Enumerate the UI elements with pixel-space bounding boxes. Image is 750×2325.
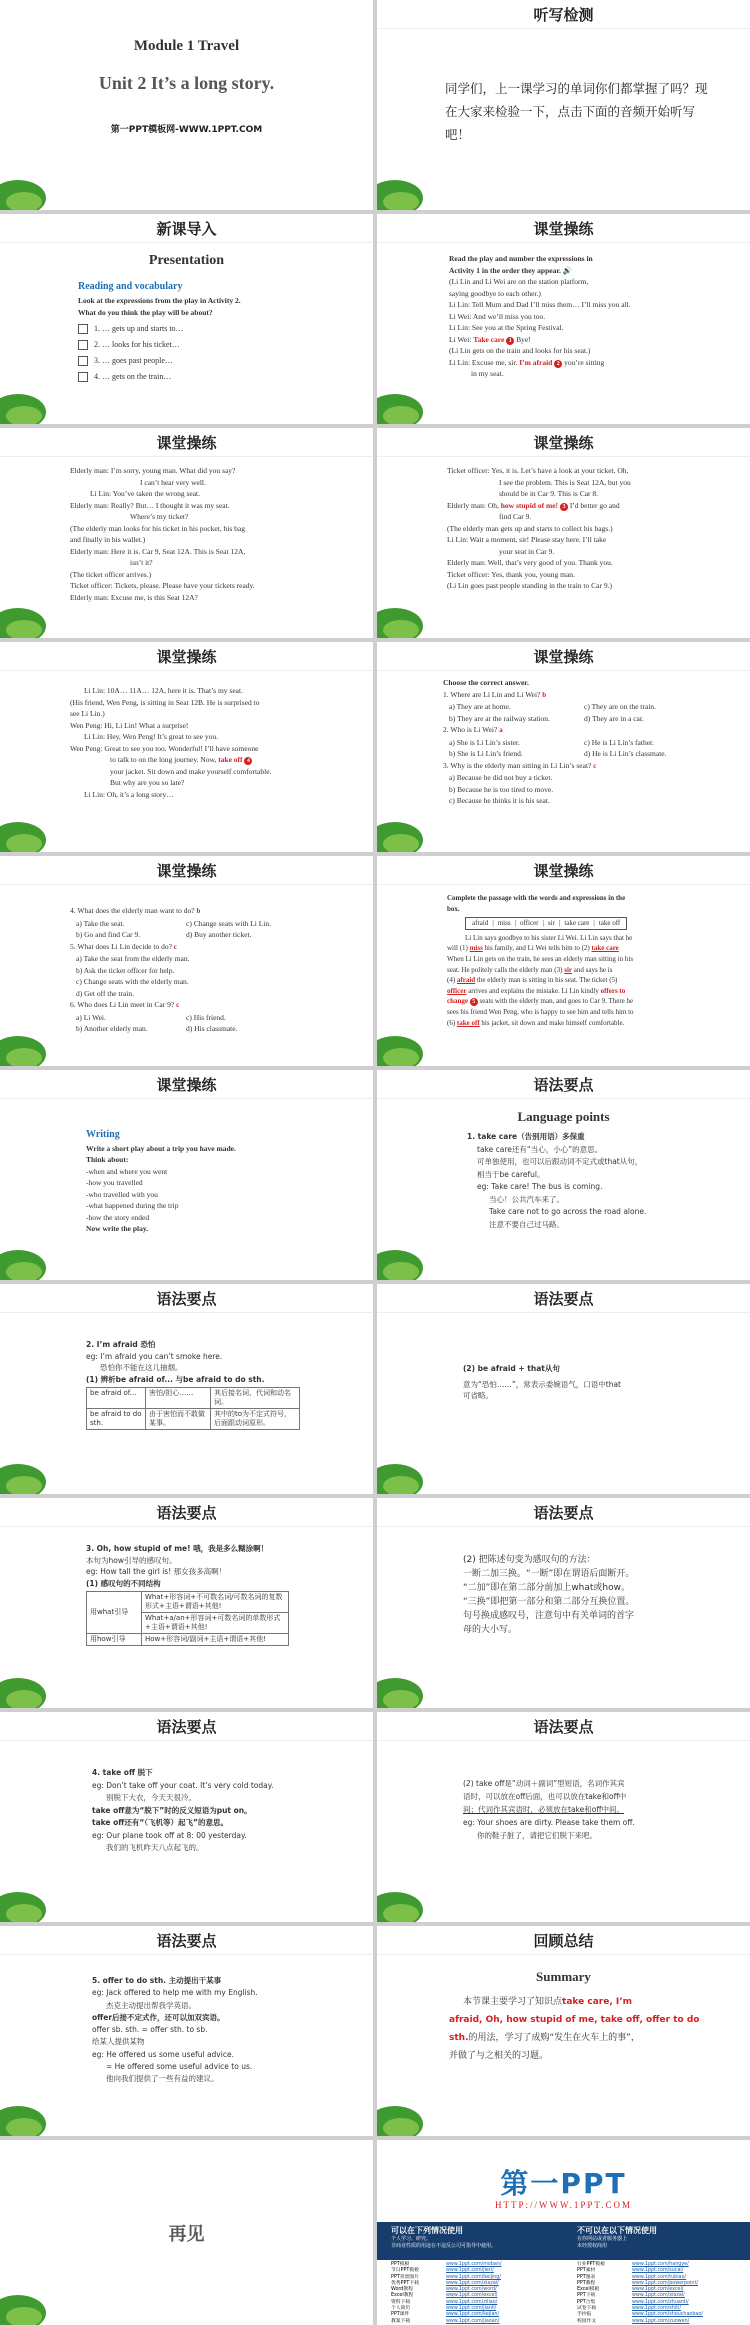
example: eg: Don’t take off your coat. It’s very cold today. bbox=[92, 1780, 274, 1790]
can-use-heading: 可以在下列情况使用 bbox=[391, 2226, 463, 2235]
list-item: -how you travelled bbox=[86, 1178, 143, 1187]
question: 4. What does the elderly man want to do? b bbox=[70, 906, 201, 915]
play-line: But why are you so late? bbox=[110, 778, 185, 787]
link-label: Excel教程 bbox=[391, 2293, 414, 2299]
blank-answer: afraid bbox=[456, 976, 476, 985]
link-label: PPT教程 bbox=[577, 2280, 596, 2286]
slide-header: 课堂操练 bbox=[377, 214, 750, 243]
play-line: (Li Lin gets on the train and looks for his seat.) bbox=[449, 346, 591, 355]
point-text: offer后接不定式作，还可以加双宾语。 bbox=[92, 2012, 225, 2022]
link-label: 手抄报 bbox=[577, 2312, 592, 2318]
slide-15 bbox=[0, 1498, 373, 1708]
play-line: I see the problem. This is Seat 12A, but you bbox=[499, 477, 631, 487]
example: = He offered some useful advice to us. bbox=[106, 2062, 253, 2072]
play-line: Li Lin: 10A… 11A… 12A, here it is. That’s my seat. bbox=[84, 686, 243, 695]
example: Take care not to go across the road alone. bbox=[489, 1207, 647, 1216]
link-label: PPT素材 bbox=[577, 2268, 596, 2274]
play-line: see Li Lin.) bbox=[70, 709, 105, 718]
goodbye-text: 再见 bbox=[168, 2224, 205, 2245]
leaf-icon bbox=[0, 1870, 58, 1922]
play-line: and finally in his wallet.) bbox=[70, 535, 146, 544]
list-item[interactable]: 1. … gets up and starts to… bbox=[78, 323, 361, 335]
slide-header: 回顾总结 bbox=[377, 1926, 750, 1955]
exclamation-table bbox=[86, 1591, 289, 1646]
slide-title: Summary bbox=[536, 1969, 591, 1984]
play-line: Li Lin: Tell Mum and Dad I’ll miss them… I’ll miss you all. bbox=[449, 300, 631, 309]
list-item[interactable]: 3. … goes past people… bbox=[78, 355, 361, 367]
play-line: isn’t it? bbox=[130, 558, 153, 567]
leaf-icon bbox=[377, 372, 435, 424]
answer-mark: c bbox=[173, 942, 177, 951]
play-line: Wen Peng: Great to see you too. Wonderful! I’ll have someone bbox=[70, 743, 259, 753]
link-url[interactable]: www.1ppt.com/moban/ bbox=[446, 2262, 502, 2267]
option-row: b) She is Li Lin’s friend. d) He is Li Lin’s classmate. bbox=[449, 749, 667, 758]
play-line: I can’t hear very well. bbox=[140, 477, 206, 487]
leaf-icon bbox=[377, 1442, 435, 1494]
play-line: Li Wei: Take care 1 Bye! bbox=[449, 334, 531, 344]
slide-header: 语法要点 bbox=[0, 1284, 373, 1313]
slide-21 bbox=[0, 2140, 373, 2325]
option-row: a) Li Wei. c) His friend. bbox=[76, 1012, 226, 1022]
slide-12 bbox=[377, 1070, 750, 1280]
play-line: (Li Lin goes past people standing in the train to Car 9.) bbox=[447, 581, 612, 590]
passage-line: When Li Lin gets on the train, he sees an elderly man sitting in his bbox=[447, 954, 634, 963]
question: 3. Why is the elderly man sitting in Li Lin’s seat? c bbox=[443, 760, 597, 770]
answer-mark: c bbox=[176, 1001, 180, 1009]
slide-14 bbox=[377, 1284, 750, 1494]
instruction: Choose the correct answer. bbox=[443, 678, 529, 687]
slide-11 bbox=[0, 1070, 373, 1280]
example: 别脱下大衣，今天天很冷。 bbox=[106, 1793, 196, 1802]
play-line: Elderly man: Really? But… I thought it was my seat. bbox=[70, 500, 230, 510]
comparison-table bbox=[86, 1387, 300, 1430]
blank-answer: officer bbox=[447, 986, 467, 995]
number-badge: 4 bbox=[244, 757, 252, 765]
instruction: Activity 1 in the order they appear. 🔊 bbox=[449, 265, 573, 275]
presentation-title: Presentation bbox=[148, 253, 225, 268]
link-url[interactable]: www.1ppt.com/jianli/ bbox=[446, 2306, 497, 2312]
summary-line: 本节课主要学习了知识点take care, I’m bbox=[463, 1997, 633, 2007]
slide-5 bbox=[0, 428, 373, 638]
slide-18 bbox=[377, 1712, 750, 1922]
option[interactable]: a) Take the seat from the elderly man. bbox=[76, 954, 190, 963]
point-heading: 4. take off 脱下 bbox=[92, 1768, 153, 1777]
info-panel: 可以在下列情况使用 个人学习、研究。 非商业性质的用途在不违反公司可指导中使用。 不可以在以下情况使用 在你网站或者服务器上 未经授权商用 PPT模板 www.1ppt.com/moban/ 节日PPT模板 www.1ppt.com/jieri/ PPT背景图片 www.1ppt.com/beijing/ 优秀PPT下载 www.1ppt.com/xiazai/ Word教程 www.1ppt.com/word/ Excel教程 www.1ppt.com/excel/ 资料下载 www.1ppt.com/ziliao/ 个人简历 www.1ppt.com/jianli/ PPT课件 www.1ppt.com/kejian/ 教案下载 www.1ppt.com/jiaoan/ 行业PPT模板 www.1ppt.com/hangye/ PPT素材 www.1ppt.com/sucai/ PPT图表 www.1ppt.com/tubiao/ PPT教程 www.1ppt.com/powerpoint/ Excel模板 www.1ppt.com/excel/ PPT下载 www.1ppt.com/xiazai/ PPT合集 www.1ppt.com/zhuanti/ 试卷下载 www.1ppt.com/shiti/ 手抄报 www.1ppt.com/shouchaobao/ 校园作文 www.1ppt.com/zuowen/ bbox=[377, 2222, 750, 2325]
question: 2. Who is Li Wei? a bbox=[443, 725, 503, 734]
play-line: (The elderly man gets up and starts to collect his bags.) bbox=[447, 523, 613, 533]
point-heading: (1) 感叹句的不同结构 bbox=[86, 1578, 161, 1588]
leaf-icon bbox=[0, 2084, 58, 2136]
answer-mark: b bbox=[196, 907, 201, 915]
list-item: -when and where you went bbox=[86, 1166, 168, 1176]
point-heading: 3. Oh, how stupid of me! 哦，我是多么糊涂啊！ bbox=[86, 1544, 269, 1553]
point-text: 句号换成感叹号，注意句中有关单词的首字 bbox=[463, 1611, 635, 1621]
highlight-stupid: how stupid of me! bbox=[500, 500, 559, 510]
slide-2 bbox=[377, 0, 750, 210]
links-right bbox=[563, 2262, 750, 2325]
option[interactable]: c) Change seats with the elderly man. bbox=[76, 977, 189, 986]
point-heading: 2. I’m afraid 恐怕 bbox=[86, 1340, 156, 1349]
instruction: Write a short play about a trip you have made. bbox=[86, 1143, 236, 1153]
blank-answer: sir bbox=[564, 965, 572, 974]
link-url[interactable]: www.1ppt.com/hangye/ bbox=[632, 2262, 689, 2267]
option-row: a) They are at home. c) They are on the train. bbox=[449, 702, 656, 711]
link-label: PPT图表 bbox=[577, 2274, 596, 2280]
slide-header: 课堂操练 bbox=[377, 642, 750, 671]
slide-8 bbox=[377, 642, 750, 852]
slide-22 bbox=[377, 2140, 750, 2325]
link-url[interactable]: www.1ppt.com/sucai/ bbox=[632, 2268, 684, 2274]
leaf-icon bbox=[0, 2273, 58, 2325]
summary-line: afraid, Oh, how stupid of me, take off, offer to do bbox=[449, 2015, 700, 2025]
option[interactable]: b) Because he is too tired to move. bbox=[449, 784, 554, 794]
link-label: PPT下载 bbox=[577, 2293, 596, 2299]
site-url[interactable]: HTTP://WWW.1PPT.COM bbox=[494, 2200, 632, 2210]
point-text: 间；代词作其宾语时，必须放在take和off中间。 bbox=[463, 1805, 624, 1814]
slide-header: 课堂操练 bbox=[0, 856, 373, 885]
table-row: What+a/an+形容词+可数名词的单数形式+主语+谓语+其他! bbox=[87, 1613, 289, 1634]
question: 6. Who does Li Lin meet in Car 9? c bbox=[70, 1000, 180, 1009]
summary-line: 并做了与之相关的习题。 bbox=[449, 2051, 549, 2061]
instruction: Complete the passage with the words and expressions in the bbox=[447, 894, 626, 902]
slide-header: 语法要点 bbox=[377, 1712, 750, 1741]
example: 我们的飞机昨天八点起飞的。 bbox=[106, 1843, 204, 1852]
slide-header: 语法要点 bbox=[377, 1284, 750, 1313]
link-url[interactable]: www.1ppt.com/powerpoint/ bbox=[632, 2280, 698, 2286]
module-title: Module 1 Travel bbox=[133, 38, 240, 54]
number-badge: 5 bbox=[470, 998, 478, 1006]
play-line: should be in Car 9. This is Car 8. bbox=[499, 489, 599, 498]
slide-4 bbox=[377, 214, 750, 424]
expression-list bbox=[78, 323, 361, 383]
leaf-icon bbox=[0, 586, 58, 638]
answer-mark: b bbox=[542, 690, 547, 699]
slide-19 bbox=[0, 1926, 373, 2136]
point-text: 可单独使用，也可以后跟动词不定式或that从句， bbox=[477, 1157, 643, 1166]
blank-answer: miss bbox=[469, 944, 483, 953]
point-text: 语时，可以放在off后面，也可以放在take和off中 bbox=[463, 1792, 627, 1801]
option[interactable]: d) Get off the train. bbox=[76, 988, 134, 998]
play-line: Ticket officer: Tickets, please. Please have your tickets ready. bbox=[70, 581, 255, 590]
leaf-icon bbox=[0, 1228, 58, 1280]
table-row: 用how引导 How+形容词/副词+主语+谓语+其他! bbox=[87, 1634, 289, 1646]
link-label: Word教程 bbox=[391, 2287, 413, 2293]
point-heading: (2) 把陈述句变为感叹句的方法： bbox=[463, 1555, 596, 1565]
slide-header: 语法要点 bbox=[377, 1498, 750, 1527]
passage-line: (6) take off his jacket, sit down and make himself comfortable. bbox=[447, 1018, 625, 1027]
link-url[interactable]: www.1ppt.com/shiti/ bbox=[632, 2306, 681, 2312]
passage-line: change 5 seats with the elderly man, and goes to Car 9. There he bbox=[447, 997, 634, 1006]
link-url[interactable]: www.1ppt.com/ziliao/ bbox=[446, 2299, 498, 2305]
point-text: take off意为“脱下”时的反义短语为put on。 bbox=[92, 1805, 252, 1815]
slide-header: 语法要点 bbox=[377, 1070, 750, 1099]
example: 你的鞋子脏了，请把它们脱下来吧。 bbox=[477, 1831, 597, 1840]
point-text: “三换”即把第一部分和第二部分互换位置。 bbox=[463, 1597, 635, 1607]
play-line: Where’s my ticket? bbox=[130, 512, 189, 521]
table-row: be afraid of... 害怕/担心…… 其后接名词、代词和动名词。 bbox=[87, 1388, 300, 1409]
play-line: your seat in Car 9. bbox=[499, 546, 555, 556]
link-label: 优秀PPT下载 bbox=[391, 2280, 419, 2286]
leaf-icon bbox=[0, 158, 58, 210]
point-text: “二加”即在第二部分前加上what或how。 bbox=[463, 1583, 631, 1593]
leaf-icon bbox=[0, 1442, 58, 1494]
checkbox[interactable] bbox=[78, 372, 88, 382]
speaker-icon[interactable]: 🔊 bbox=[562, 265, 573, 275]
leaf-icon bbox=[377, 1656, 435, 1708]
point-text: 相当于be careful。 bbox=[477, 1169, 545, 1179]
link-row bbox=[577, 2319, 750, 2325]
question: 5. What does Li Lin decide to do? c bbox=[70, 941, 177, 951]
number-badge: 1 bbox=[506, 337, 514, 345]
section-heading: Writing bbox=[86, 1129, 120, 1140]
slide-13 bbox=[0, 1284, 373, 1494]
example: eg: How tall the girl is! 那女孩多高啊！ bbox=[86, 1567, 227, 1576]
link-label: Excel模板 bbox=[577, 2287, 600, 2293]
slide-header: 课堂操练 bbox=[377, 856, 750, 885]
instruction: box. bbox=[447, 904, 460, 913]
answer-mark: c bbox=[593, 761, 597, 770]
list-item: -how the story ended bbox=[86, 1212, 150, 1222]
play-line: Wen Peng: Hi, Li Lin! What a surprise! bbox=[70, 720, 189, 730]
passage-line: officer arrives and explains the mistake. Li Lin kindly offers to bbox=[447, 986, 626, 995]
link-label: 节日PPT模板 bbox=[391, 2268, 419, 2274]
leaf-icon bbox=[377, 1870, 435, 1922]
option-row: b) Another elderly man. d) His classmate. bbox=[76, 1024, 238, 1033]
example: 恐怕你不能在这儿抽烟。 bbox=[100, 1363, 183, 1372]
list-item[interactable]: 2. … looks for his ticket… bbox=[78, 339, 361, 351]
play-line: Elderly man: I’m sorry, young man. What did you say? bbox=[70, 466, 236, 475]
play-line: in my seat. bbox=[471, 369, 504, 378]
list-item: -what happened during the trip bbox=[86, 1201, 179, 1210]
play-line: find Car 9. bbox=[499, 512, 532, 521]
slide-header: 课堂操练 bbox=[0, 1070, 373, 1099]
link-label: PPT背景图片 bbox=[391, 2274, 419, 2280]
example: 当心！公共汽车来了。 bbox=[489, 1194, 564, 1204]
example: eg: I’m afraid you can’t smoke here. bbox=[86, 1351, 223, 1361]
passage-line: seat. He politely calls the elderly man (3) sir and says he is bbox=[447, 965, 613, 974]
example: eg: Jack offered to help me with my English. bbox=[92, 1988, 258, 1998]
link-url[interactable]: www.1ppt.com/xiazai/ bbox=[446, 2280, 499, 2286]
play-line: saying goodbye to each other.) bbox=[449, 288, 541, 298]
play-line: Elderly man: Oh, how stupid of me! 3 I’d better go and bbox=[447, 500, 620, 510]
instruction: Read the play and number the expressions in bbox=[449, 254, 593, 263]
instruction: Think about: bbox=[86, 1155, 129, 1164]
leaf-icon bbox=[0, 372, 58, 424]
brand-text: 第一PPT模板网-WWW.1PPT.COM bbox=[110, 125, 263, 135]
slide-header: 新课导入 bbox=[0, 214, 373, 243]
link-url[interactable]: www.1ppt.com/zhuanti/ bbox=[632, 2299, 689, 2305]
highlight-take-off: take off bbox=[218, 755, 243, 764]
list-item: -who travelled with you bbox=[86, 1189, 158, 1199]
link-label: 资料下载 bbox=[391, 2299, 411, 2305]
checkbox[interactable] bbox=[78, 356, 88, 366]
blank-answer: take care bbox=[591, 944, 619, 953]
example: 注意不要自己过马路。 bbox=[489, 1219, 564, 1229]
list-item[interactable]: 4. … gets on the train… bbox=[78, 371, 361, 383]
option[interactable]: c) Because he thinks it is his seat. bbox=[449, 796, 550, 805]
section-heading: Reading and vocabulary bbox=[78, 281, 183, 292]
slide-16 bbox=[377, 1498, 750, 1708]
unit-title: Unit 2 It’s a long story. bbox=[98, 73, 275, 93]
passage-line: (4) afraid the elderly man is sitting in his seat. The ticket (5) bbox=[447, 976, 618, 985]
slide-7 bbox=[0, 642, 373, 852]
slide-title: Language points bbox=[517, 1109, 610, 1124]
example: eg: He offered us some useful advice. bbox=[92, 2049, 234, 2059]
blank-answer: take off bbox=[456, 1018, 480, 1027]
play-line: Li Lin: Wait a moment, sir! Please stay here. I’ll take bbox=[447, 535, 607, 544]
summary-line: sth.的用法，学习了成购“发生在火车上的事”， bbox=[449, 2033, 640, 2043]
example: eg: Your shoes are dirty. Please take them off. bbox=[463, 1818, 635, 1827]
example: eg: Our plane took off at 8: 00 yesterday. bbox=[92, 1830, 247, 1840]
play-line: Li Lin: Excuse me, sir. I’m afraid 2 you’re sitting bbox=[449, 357, 605, 367]
link-url[interactable]: www.1ppt.com/xiazai/ bbox=[632, 2293, 685, 2299]
play-line: Elderly man: Here it is. Car 9, Seat 12A. This is Seat 12A, bbox=[70, 546, 246, 556]
leaf-icon bbox=[377, 800, 435, 852]
point-text: (2) take off是“动词＋副词”型短语，名词作其宾 bbox=[463, 1779, 625, 1788]
passage-line: Li Lin says goodbye to his sister Li Wei. Li Lin says that he bbox=[465, 933, 633, 942]
point-text: 母的大小写。 bbox=[463, 1625, 518, 1635]
play-line: Li Lin: Oh, it’s a long story… bbox=[84, 789, 174, 799]
slide-header: 课堂操练 bbox=[0, 642, 373, 671]
option-row: a) Take the seat. c) Change seats with Li Lin. bbox=[76, 918, 271, 928]
links-left bbox=[377, 2262, 563, 2325]
highlight-take-care: Take care bbox=[473, 334, 505, 344]
leaf-icon bbox=[377, 1228, 435, 1280]
checkbox[interactable] bbox=[78, 340, 88, 350]
play-line: Li Lin: See you at the Spring Festival. bbox=[449, 323, 564, 332]
dictation-text: 同学们，上一课学习的单词你们都掌握了吗？现在大家来检验一下，点击下面的音频开始听写吧！ bbox=[445, 81, 708, 142]
point-text: 一断二加三换。“一断”即在谓语后面断开。 bbox=[463, 1569, 635, 1579]
play-line: (The elderly man looks for his ticket in his pocket, his bag bbox=[70, 523, 245, 533]
cannot-use-heading: 不可以在以下情况使用 bbox=[577, 2226, 657, 2235]
leaf-icon bbox=[377, 1014, 435, 1066]
leaf-icon bbox=[377, 158, 435, 210]
link-label: 校园作文 bbox=[577, 2318, 597, 2324]
slide-header: 语法要点 bbox=[0, 1926, 373, 1955]
link-label: 试卷下载 bbox=[577, 2306, 597, 2312]
slide-9 bbox=[0, 856, 373, 1066]
instruction: Look at the expressions from the play in Activity 2. bbox=[78, 296, 241, 305]
slide-header: 课堂操练 bbox=[377, 428, 750, 457]
point-heading: (2) be afraid + that从句 bbox=[463, 1364, 560, 1373]
link-url[interactable]: www.1ppt.com/zuowen/ bbox=[632, 2318, 690, 2324]
link-row bbox=[391, 2319, 563, 2325]
link-url[interactable]: www.1ppt.com/beijing/ bbox=[446, 2274, 501, 2280]
instruction: Now write the play. bbox=[86, 1224, 149, 1233]
answer-mark: a bbox=[499, 726, 503, 734]
table-row: 用what引导 What+形容词+不可数名词/可数名词的复数形式+主语+谓语+其他! bbox=[87, 1592, 289, 1613]
option-row: b) Go and find Car 9. d) Buy another ticket. bbox=[76, 930, 252, 939]
link-label: 个人简历 bbox=[391, 2306, 411, 2312]
slide-17 bbox=[0, 1712, 373, 1922]
option-row: b) They are at the railway station. d) They are in a car. bbox=[449, 713, 644, 723]
leaf-icon bbox=[0, 800, 58, 852]
slide-header: 课堂操练 bbox=[0, 428, 373, 457]
play-line: Ticket officer: Yes, thank you, young man. bbox=[447, 569, 575, 579]
instruction: What do you think the play will be about? bbox=[78, 308, 213, 317]
point-text: 给某人提供某物 bbox=[92, 2037, 145, 2047]
leaf-icon bbox=[377, 2084, 435, 2136]
option[interactable]: a) Because he did not buy a ticket. bbox=[449, 773, 553, 782]
link-label: PPT模板 bbox=[391, 2262, 410, 2267]
slide-6 bbox=[377, 428, 750, 638]
link-url[interactable]: www.1ppt.com/shouchaobao/ bbox=[632, 2312, 703, 2318]
checkbox[interactable] bbox=[78, 324, 88, 334]
point-heading: 5. offer to do sth. 主动提出干某事 bbox=[92, 1976, 222, 1985]
play-line: Li Wei: And we’ll miss you too. bbox=[449, 311, 546, 321]
question: 1. Where are Li Lin and Li Wei? b bbox=[443, 689, 547, 699]
point-heading: 1. take care（告别用语）多保重 bbox=[467, 1132, 585, 1141]
link-url[interactable]: www.1ppt.com/tubiao/ bbox=[632, 2274, 687, 2280]
link-url[interactable]: www.1ppt.com/excel/ bbox=[446, 2293, 498, 2299]
play-line: to talk to on the long journey. Now, take off 4 bbox=[70, 754, 361, 766]
leaf-icon bbox=[0, 1014, 58, 1066]
link-label: 教案下载 bbox=[391, 2318, 411, 2324]
point-text: offer sb. sth. = offer sth. to sb. bbox=[92, 2025, 208, 2035]
word-box: afraid | miss | officer | sir | take care | take off bbox=[465, 917, 627, 930]
point-text: take care还有“当心，小心”的意思。 bbox=[477, 1144, 603, 1154]
point-text: 本句为how引导的感叹句。 bbox=[86, 1555, 177, 1565]
play-line: Li Lin: Hey, Wen Peng! It’s great to see you. bbox=[84, 732, 218, 741]
example: eg: Take care! The bus is coming. bbox=[477, 1182, 603, 1191]
link-url[interactable]: www.1ppt.com/word/ bbox=[446, 2287, 497, 2293]
play-line: your jacket. Sit down and make yourself comfortable. bbox=[110, 766, 272, 776]
link-url[interactable]: www.1ppt.com/jiaoan/ bbox=[446, 2318, 500, 2324]
play-line: Elderly man: Well, that’s very good of you. Thank you. bbox=[447, 558, 613, 567]
link-label: 行业PPT模板 bbox=[577, 2262, 605, 2267]
leaf-icon bbox=[0, 1656, 58, 1708]
slide-header: 听写检测 bbox=[377, 0, 750, 29]
point-text: 意为“恐怕……”，常表示委婉语气，口语中that bbox=[463, 1379, 622, 1389]
link-url[interactable]: www.1ppt.com/jieri/ bbox=[446, 2268, 494, 2274]
play-line: (The ticket officer arrives.) bbox=[70, 569, 152, 579]
slide-3 bbox=[0, 214, 373, 424]
link-label: PPT课件 bbox=[391, 2312, 410, 2318]
table-row: be afraid to do sth. 由于害怕而不敢做某事。 其中的to为不定式符号，后面跟动词原形。 bbox=[87, 1409, 300, 1430]
slide-header: 语法要点 bbox=[0, 1498, 373, 1527]
play-line: (His friend, Wen Peng, is sitting in Seat 12B. He is surprised to bbox=[70, 697, 260, 707]
option[interactable]: b) Ask the ticket officer for help. bbox=[76, 965, 175, 975]
passage-line: sees his friend Wen Peng, who is happy to see him and tells him to bbox=[447, 1007, 634, 1016]
leaf-icon bbox=[377, 586, 435, 638]
link-url[interactable]: www.1ppt.com/kejian/ bbox=[446, 2312, 500, 2318]
play-line: (Li Lin and Li Wei are on the station platform, bbox=[449, 277, 589, 286]
link-url[interactable]: www.1ppt.com/excel/ bbox=[632, 2287, 684, 2293]
link-label: PPT合集 bbox=[577, 2299, 596, 2305]
slide-20 bbox=[377, 1926, 750, 2136]
number-badge: 2 bbox=[554, 360, 562, 368]
example: 他向我们提供了一些有益的建议。 bbox=[106, 2074, 219, 2084]
point-text: take off还有“（飞机等）起飞”的意思。 bbox=[92, 1818, 228, 1827]
play-line: Ticket officer: Yes, it is. Let’s have a look at your ticket. Oh, bbox=[447, 466, 629, 475]
passage-line: will (1) miss his family, and Li Wei tells him to (2) take care bbox=[447, 944, 619, 953]
slide-10 bbox=[377, 856, 750, 1066]
logo-text: 第一PPT bbox=[500, 2167, 627, 2200]
play-line: Li Lin: You’ve taken the wrong seat. bbox=[90, 489, 200, 498]
option-row: a) She is Li Lin’s sister. c) He is Li Lin’s father. bbox=[449, 737, 654, 747]
slide-header: 语法要点 bbox=[0, 1712, 373, 1741]
play-line: Elderly man: Excuse me, is this Seat 12A? bbox=[70, 592, 198, 602]
point-heading: (1) 辨析be afraid of... 与be afraid to do sth. bbox=[86, 1374, 265, 1384]
example: 杰克主动提出帮我学英语。 bbox=[106, 2000, 196, 2010]
number-badge: 3 bbox=[560, 503, 568, 511]
point-text: 可省略。 bbox=[463, 1391, 493, 1400]
highlight-afraid: I’m afraid bbox=[519, 357, 553, 367]
slide-1 bbox=[0, 0, 373, 210]
